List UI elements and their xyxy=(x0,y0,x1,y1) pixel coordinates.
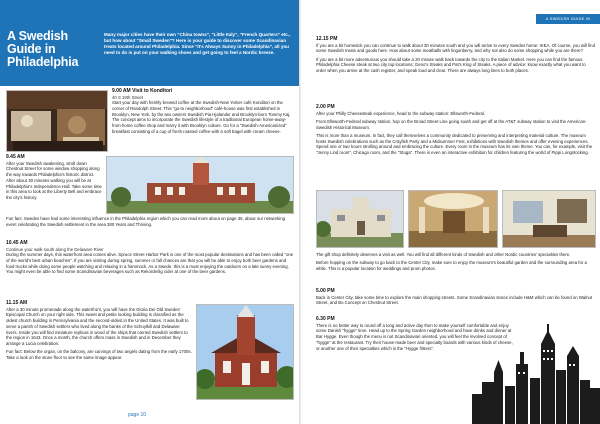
church-photo xyxy=(196,304,294,400)
text-1115: After a 30 minute promenade along the waterfront, you will have the Gloria Dei Old Swedes' Episcopal Church on your right side. This sweet and petite looking building is classified as the oldest church building in Pennsylvania and the second-oldest in the United States. It was built to serve a parish of Swedish settlers who lived along the banks of the Schuylkill and Delaware rivers. Inside you will find miniature replicas in wood of the ships that carried Swedish settlers to the region in 1643. Once a month, the church offers mass in Swedish and in December they arrange a Lucia celebration. xyxy=(6,306,189,346)
text-630: There is no better way to round off a long and active day then to make yourself comfortable and enjoy some Danish "hygge" time. Head up to the Spring Garden neighborhood and have drinks and dinner at Bar Hygge. Even though the menu is not Scandinavian oriented, you will feel the involved concept of "hygge" at the restaurant. Try their house-made beer and specialty boards with various kinds of cheese, or another one of their specialties which is the "Hygge fritters". xyxy=(316,322,513,351)
text-200-c: This is more than a museum. In fact, they call themselves a community dedicated to preserving and interpreting material culture. The museum hosts Swedish celebrations such as the Crayfish Party and a Midsummer Fest, exhibitions with Swedish themes and offer evening experiences. Spend one or two hours strolling around and embracing the culture. Every room in the museum has its own theme. You can, for example, visit the "Jenny Lind room", Chicago room, and the "Stuga". There is even an interactive exhibition for children featuring the world of Pippi Longstocking. xyxy=(316,132,593,156)
text-1215-b: If you are a bit more adventurous you should take a 20 minute walk back towards the city to the Italian Market. Here you can find the famous Philadelphia Cheese steak at two city top locations: Geno's Steaks and Pat's King of Steaks. A piece of advice: know exactly what you want to order when you arrive at the cash register, and speak loud and clear. There are always long lines to both places. xyxy=(316,56,586,74)
museum-exterior-photo xyxy=(316,190,404,248)
time-945: 9.45 AM xyxy=(6,154,25,160)
text-200-b: From Ellsworth-Federal subway station, hop on the Broad Street Line going south and get off at the AT&T subway station to visit the American-Swedish Historical Museum. xyxy=(316,118,587,130)
page-number: page 10 xyxy=(128,412,147,418)
time-500: 5.00 PM xyxy=(316,288,335,294)
header-tag: A SWEDISH GUIDE IN PHILADELPHIA xyxy=(536,14,600,24)
section-200 xyxy=(316,104,596,159)
funfact-945-text: Fun fact. Swedes have had some interesting influence in the Philadelphia region which you can read more about on page 35, about our networking event celebrating the Swedish settlement in the area 380 Years and Thriving. xyxy=(6,216,285,227)
independence-hall-photo xyxy=(106,156,294,214)
title-banner xyxy=(0,0,300,86)
text-200-d: The gift shop definitely deserves a visit as well. You will find all different kinds of Swedish and other Nordic countries' specialties there. xyxy=(316,252,571,257)
time-630: 6.30 PM xyxy=(316,316,335,322)
text-1045: During the summer days, this waterfront area comes alive. Spruce Street Harbor Park is one of the most popular destinations and has been called "one of the world's best urban beaches". If you are visiting during spring, summer or fall chances are that you will be able to enjoy both beer gardens and food trucks while doing some people watching and relaxing in a hammock. As a Swede, this is a must enjoying the outdoors on a late sunny evening. You might even be able to find some Scandinavian beverages such as Rekorderlig cider at one of the beer gardens. xyxy=(6,252,294,275)
section-1115 xyxy=(6,300,192,363)
text-1215-a: If you are a bit homesick you can continue to walk about 30 minutes south and you will arrive to every Swedes home: IKEA. Of course, you will find some Swedish treats and goods here. How about some meatballs with lingonberry, and why not also do some shopping while you are there? xyxy=(316,42,595,54)
place-1045: Continue your walk south along the Delaware River xyxy=(6,246,104,252)
place-900: 40 S 19th Street xyxy=(112,94,144,100)
section-945 xyxy=(6,154,102,203)
funfact-1115: Fun fact: Below the organ, on the balcony, are carvings of two angels dating from the early 1700s. Take a look on the stone floor to see the same image appear. xyxy=(6,349,192,361)
time-900: 9.00 AM Visit to Konditori xyxy=(112,88,173,94)
time-1215: 12.15 PM xyxy=(316,36,338,42)
museum-room-photo xyxy=(502,190,596,248)
text-945: After your Swedish awakening, stroll down Chestnut Street for some window shopping along the way towards Philadelphia's historic district. After about 30 minutes walking you will be at Philadelphia's Independence Hall. Take some time in this area to look at the Liberty Bell and embrace the city's history. xyxy=(6,160,102,200)
time-1115: 11.15 AM xyxy=(6,300,28,306)
text-200-a: After your Philly Cheesesteak experience, head to the subway station: Ellsworth-Federal. xyxy=(316,110,486,116)
museum-hall-photo xyxy=(408,190,498,248)
intro-text: Many major cities have their own "China towns", "Little Italy", "French Quarters" etc., but how about "Small Sweden"? Here is your guide to discover some Scandinavian treats located around Philadelphia. Since "It's Always Sunny in Philadelphia", all you need to do is put on your walking shoes and get going to feel a Nordic breeze. xyxy=(104,32,291,56)
time-1045: 10.45 AM xyxy=(6,240,28,246)
funfact-945 xyxy=(6,216,294,230)
section-1215 xyxy=(316,36,596,76)
konditori-photo xyxy=(6,90,108,152)
section-500 xyxy=(316,288,596,309)
right-page xyxy=(300,0,600,424)
section-1045 xyxy=(6,240,294,278)
time-200: 2.00 PM xyxy=(316,104,335,110)
text-200-e: Before hopping on the subway to go back to the Center City, make sure to enjoy the museum's beautiful garden and the surrounding area for a while. This is a popular location for weddings and prom photos. xyxy=(316,260,587,272)
city-skyline-graphic xyxy=(472,324,600,424)
text-900: Start your day with freshly brewed coffee at the Swedish-New Yorker café Konditori on the corner of Randolph Street. This "go-to neighborhood" café-house was first established in Brooklyn, New York, by the two owners Swedish Pia Hjalander and Brooklyn-born Tommy Kaj. The concept aims to incorporate the Swedish lifestyle of a traditional European home-away-from-home coffee shop and marry it with Brooklyn culture. Go for a "Swedish-Americanized" breakfast consisting of a cup of fresh roasted coffee with a soft bagel with cream cheese. xyxy=(112,100,291,134)
text-500: Back in Center City, take some time to explore the main shopping streets. Some Scandinavian stores include H&M which can be found on Walnut Street, and Bo Concept on Chestnut Street. xyxy=(316,294,593,306)
section-200-cont xyxy=(316,252,596,274)
page-title: A Swedish Guide in Philadelphia xyxy=(7,29,79,69)
section-900 xyxy=(112,88,294,137)
